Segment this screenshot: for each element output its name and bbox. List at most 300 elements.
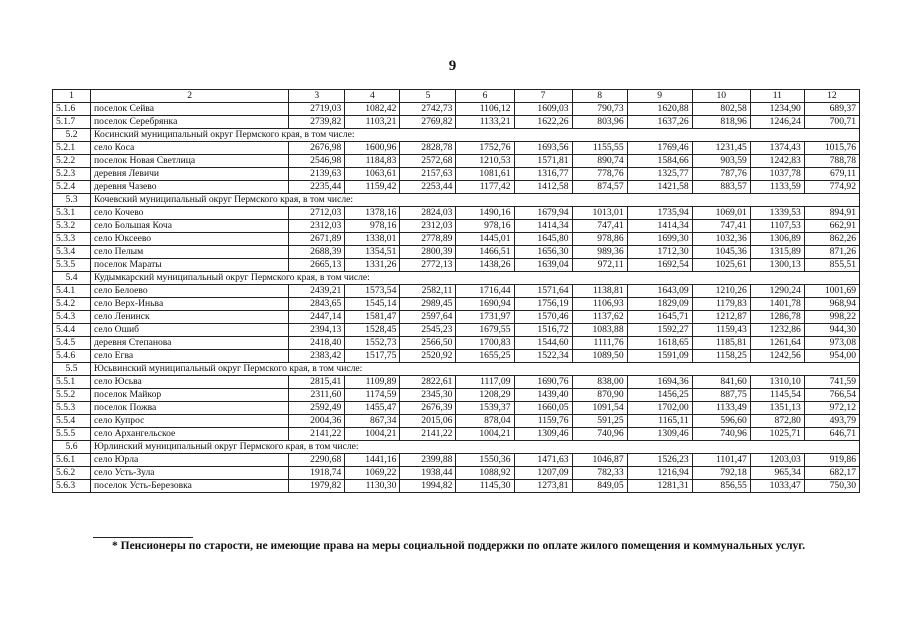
row-code: 5.5.4	[53, 415, 91, 428]
value-cell: 890,74	[572, 155, 627, 168]
table-row	[53, 181, 860, 194]
column-number-header: 9	[627, 90, 692, 103]
table-row	[53, 298, 860, 311]
value-cell: 1130,30	[345, 480, 400, 493]
section-title: Кудымкарский муниципальный округ Пермского края, в том числе:	[91, 272, 860, 285]
value-cell: 867,34	[345, 415, 400, 428]
value-cell: 1471,63	[514, 454, 572, 467]
value-cell: 1414,34	[627, 220, 692, 233]
value-cell: 1690,76	[514, 376, 572, 389]
value-cell: 1354,51	[345, 246, 400, 259]
value-cell: 2742,73	[400, 103, 456, 116]
value-cell: 689,37	[804, 103, 859, 116]
tariff-table	[52, 89, 860, 493]
row-code: 5.1.7	[53, 116, 91, 129]
value-cell: 662,91	[804, 220, 859, 233]
value-cell: 1692,54	[627, 259, 692, 272]
value-cell: 1639,04	[514, 259, 572, 272]
value-cell: 1571,64	[514, 285, 572, 298]
value-cell: 1516,72	[514, 324, 572, 337]
value-cell: 841,60	[692, 376, 750, 389]
row-code: 5.2.1	[53, 142, 91, 155]
table-header-row	[53, 90, 860, 103]
value-cell: 1374,43	[750, 142, 804, 155]
value-cell: 1177,42	[456, 181, 514, 194]
value-cell: 838,00	[572, 376, 627, 389]
value-cell: 998,22	[804, 311, 859, 324]
row-code: 5.3.1	[53, 207, 91, 220]
value-cell: 878,04	[456, 415, 514, 428]
settlement-name: деревня Чазево	[91, 181, 289, 194]
row-code: 5.4.6	[53, 350, 91, 363]
value-cell: 1281,31	[627, 480, 692, 493]
value-cell: 1490,16	[456, 207, 514, 220]
value-cell: 766,54	[804, 389, 859, 402]
section-title: Кочевский муниципальный округ Пермского края, в том числе:	[91, 194, 860, 207]
value-cell: 1622,26	[514, 116, 572, 129]
settlement-name: село Егва	[91, 350, 289, 363]
settlement-name: поселок Серебрянка	[91, 116, 289, 129]
value-cell: 1544,60	[514, 337, 572, 350]
value-cell: 1145,54	[750, 389, 804, 402]
value-cell: 740,96	[572, 428, 627, 441]
value-cell: 856,55	[692, 480, 750, 493]
value-cell: 2772,13	[400, 259, 456, 272]
section-row	[53, 363, 860, 376]
value-cell: 1290,24	[750, 285, 804, 298]
table-row	[53, 350, 860, 363]
value-cell: 1133,21	[456, 116, 514, 129]
value-cell: 782,33	[572, 467, 627, 480]
value-cell: 1137,62	[572, 311, 627, 324]
value-cell: 1207,09	[514, 467, 572, 480]
value-cell: 2157,63	[400, 168, 456, 181]
value-cell: 1101,47	[692, 454, 750, 467]
row-code: 5.4.2	[53, 298, 91, 311]
value-cell: 2235,44	[289, 181, 345, 194]
value-cell: 2582,11	[400, 285, 456, 298]
value-cell: 1339,53	[750, 207, 804, 220]
value-cell: 887,75	[692, 389, 750, 402]
value-cell: 1712,30	[627, 246, 692, 259]
value-cell: 2015,06	[400, 415, 456, 428]
value-cell: 1210,26	[692, 285, 750, 298]
value-cell: 741,59	[804, 376, 859, 389]
value-cell: 1032,36	[692, 233, 750, 246]
section-row	[53, 441, 860, 454]
value-cell: 1637,26	[627, 116, 692, 129]
value-cell: 2447,14	[289, 311, 345, 324]
value-cell: 1401,78	[750, 298, 804, 311]
row-code: 5.3.2	[53, 220, 91, 233]
value-cell: 1522,34	[514, 350, 572, 363]
table-row	[53, 220, 860, 233]
section-row	[53, 272, 860, 285]
value-cell: 1185,81	[692, 337, 750, 350]
table-row	[53, 116, 860, 129]
section-code: 5.4	[53, 272, 91, 285]
column-number-header: 12	[804, 90, 859, 103]
table-row	[53, 207, 860, 220]
value-cell: 2141,22	[400, 428, 456, 441]
value-cell: 2383,42	[289, 350, 345, 363]
value-cell: 1620,88	[627, 103, 692, 116]
value-cell: 871,26	[804, 246, 859, 259]
value-cell: 872,80	[750, 415, 804, 428]
settlement-name: село Большая Коча	[91, 220, 289, 233]
row-code: 5.6.1	[53, 454, 91, 467]
settlement-name: село Ошиб	[91, 324, 289, 337]
settlement-name: село Купрос	[91, 415, 289, 428]
value-cell: 1138,81	[572, 285, 627, 298]
value-cell: 1203,03	[750, 454, 804, 467]
value-cell: 1082,42	[345, 103, 400, 116]
value-cell: 1106,12	[456, 103, 514, 116]
value-cell: 1438,26	[456, 259, 514, 272]
value-cell: 1133,49	[692, 402, 750, 415]
value-cell: 2439,21	[289, 285, 345, 298]
value-cell: 2311,60	[289, 389, 345, 402]
settlement-name: поселок Майкор	[91, 389, 289, 402]
value-cell: 2688,39	[289, 246, 345, 259]
value-cell: 740,96	[692, 428, 750, 441]
value-cell: 1242,83	[750, 155, 804, 168]
value-cell: 1351,13	[750, 402, 804, 415]
table-row	[53, 155, 860, 168]
value-cell: 1618,65	[627, 337, 692, 350]
value-cell: 1261,64	[750, 337, 804, 350]
value-cell: 591,25	[572, 415, 627, 428]
value-cell: 493,79	[804, 415, 859, 428]
settlement-name: село Юксеево	[91, 233, 289, 246]
row-code: 5.3.5	[53, 259, 91, 272]
value-cell: 1025,71	[750, 428, 804, 441]
value-cell: 1938,44	[400, 467, 456, 480]
footnote-divider	[93, 537, 193, 538]
column-number-header: 6	[456, 90, 514, 103]
value-cell: 973,08	[804, 337, 859, 350]
value-cell: 2141,22	[289, 428, 345, 441]
value-cell: 1517,75	[345, 350, 400, 363]
section-title: Юрлинский муниципальный округ Пермского края, в том числе:	[91, 441, 860, 454]
value-cell: 2253,44	[400, 181, 456, 194]
value-cell: 2769,82	[400, 116, 456, 129]
value-cell: 1656,30	[514, 246, 572, 259]
row-code: 5.5.5	[53, 428, 91, 441]
section-title: Косинский муниципальный округ Пермского края, в том числе:	[91, 129, 860, 142]
value-cell: 778,76	[572, 168, 627, 181]
column-number-header: 5	[400, 90, 456, 103]
value-cell: 2676,39	[400, 402, 456, 415]
value-cell: 1309,46	[627, 428, 692, 441]
table-row	[53, 259, 860, 272]
value-cell: 2592,49	[289, 402, 345, 415]
value-cell: 1004,21	[345, 428, 400, 441]
value-cell: 1234,90	[750, 103, 804, 116]
column-number-header: 4	[345, 90, 400, 103]
value-cell: 1033,47	[750, 480, 804, 493]
row-code: 5.6.2	[53, 467, 91, 480]
value-cell: 2418,40	[289, 337, 345, 350]
row-code: 5.1.6	[53, 103, 91, 116]
value-cell: 1699,30	[627, 233, 692, 246]
value-cell: 682,17	[804, 467, 859, 480]
value-cell: 1829,09	[627, 298, 692, 311]
row-code: 5.5.2	[53, 389, 91, 402]
settlement-name: село Юрла	[91, 454, 289, 467]
value-cell: 2778,89	[400, 233, 456, 246]
settlement-name: поселок Мараты	[91, 259, 289, 272]
value-cell: 1591,09	[627, 350, 692, 363]
table-row	[53, 246, 860, 259]
value-cell: 1690,94	[456, 298, 514, 311]
value-cell: 1456,25	[627, 389, 692, 402]
value-cell: 1145,30	[456, 480, 514, 493]
table-row	[53, 480, 860, 493]
value-cell: 1679,94	[514, 207, 572, 220]
value-cell: 965,34	[750, 467, 804, 480]
settlement-name: село Коса	[91, 142, 289, 155]
value-cell: 968,94	[804, 298, 859, 311]
value-cell: 1111,76	[572, 337, 627, 350]
value-cell: 1756,19	[514, 298, 572, 311]
value-cell: 1441,16	[345, 454, 400, 467]
value-cell: 1212,87	[692, 311, 750, 324]
value-cell: 1210,53	[456, 155, 514, 168]
table-row	[53, 233, 860, 246]
value-cell: 1716,44	[456, 285, 514, 298]
value-cell: 1455,47	[345, 402, 400, 415]
value-cell: 2676,98	[289, 142, 345, 155]
value-cell: 1232,86	[750, 324, 804, 337]
value-cell: 1286,78	[750, 311, 804, 324]
value-cell: 2290,68	[289, 454, 345, 467]
value-cell: 1331,26	[345, 259, 400, 272]
settlement-name: село Верх-Иньва	[91, 298, 289, 311]
value-cell: 978,86	[572, 233, 627, 246]
value-cell: 1037,78	[750, 168, 804, 181]
value-cell: 1088,92	[456, 467, 514, 480]
section-title: Юсьвинский муниципальный округ Пермского края, в том числе:	[91, 363, 860, 376]
value-cell: 818,96	[692, 116, 750, 129]
value-cell: 1552,73	[345, 337, 400, 350]
table-row	[53, 168, 860, 181]
value-cell: 2800,39	[400, 246, 456, 259]
value-cell: 894,91	[804, 207, 859, 220]
value-cell: 1679,55	[456, 324, 514, 337]
value-cell: 1174,59	[345, 389, 400, 402]
table-row	[53, 103, 860, 116]
value-cell: 1573,54	[345, 285, 400, 298]
value-cell: 1545,14	[345, 298, 400, 311]
settlement-name: село Кочево	[91, 207, 289, 220]
value-cell: 870,90	[572, 389, 627, 402]
value-cell: 2546,98	[289, 155, 345, 168]
value-cell: 1643,09	[627, 285, 692, 298]
value-cell: 747,41	[572, 220, 627, 233]
value-cell: 1231,45	[692, 142, 750, 155]
value-cell: 787,76	[692, 168, 750, 181]
value-cell: 919,86	[804, 454, 859, 467]
value-cell: 1550,36	[456, 454, 514, 467]
value-cell: 1081,61	[456, 168, 514, 181]
value-cell: 1581,47	[345, 311, 400, 324]
settlement-name: село Юсьва	[91, 376, 289, 389]
settlement-name: поселок Сейва	[91, 103, 289, 116]
value-cell: 1013,01	[572, 207, 627, 220]
value-cell: 989,36	[572, 246, 627, 259]
value-cell: 2394,13	[289, 324, 345, 337]
value-cell: 1069,01	[692, 207, 750, 220]
value-cell: 2815,41	[289, 376, 345, 389]
table-row	[53, 454, 860, 467]
value-cell: 774,92	[804, 181, 859, 194]
value-cell: 802,58	[692, 103, 750, 116]
column-number-header: 10	[692, 90, 750, 103]
value-cell: 1694,36	[627, 376, 692, 389]
value-cell: 1004,21	[456, 428, 514, 441]
value-cell: 2345,30	[400, 389, 456, 402]
value-cell: 849,05	[572, 480, 627, 493]
row-code: 5.4.4	[53, 324, 91, 337]
value-cell: 1645,71	[627, 311, 692, 324]
table-row	[53, 389, 860, 402]
value-cell: 1246,24	[750, 116, 804, 129]
value-cell: 700,71	[804, 116, 859, 129]
value-cell: 679,11	[804, 168, 859, 181]
value-cell: 1918,74	[289, 467, 345, 480]
value-cell: 1310,10	[750, 376, 804, 389]
settlement-name: село Ленинск	[91, 311, 289, 324]
value-cell: 596,60	[692, 415, 750, 428]
settlement-name: село Белоево	[91, 285, 289, 298]
row-code: 5.4.3	[53, 311, 91, 324]
table-row	[53, 467, 860, 480]
page-number: 9	[448, 58, 457, 74]
column-number-header: 11	[750, 90, 804, 103]
value-cell: 1184,83	[345, 155, 400, 168]
value-cell: 1412,58	[514, 181, 572, 194]
value-cell: 1069,22	[345, 467, 400, 480]
value-cell: 2312,03	[289, 220, 345, 233]
value-cell: 1316,77	[514, 168, 572, 181]
value-cell: 978,16	[456, 220, 514, 233]
value-cell: 2004,36	[289, 415, 345, 428]
value-cell: 1208,29	[456, 389, 514, 402]
settlement-name: село Пелым	[91, 246, 289, 259]
row-code: 5.2.4	[53, 181, 91, 194]
column-number-header: 1	[53, 90, 91, 103]
value-cell: 2597,64	[400, 311, 456, 324]
value-cell: 2719,03	[289, 103, 345, 116]
value-cell: 2312,03	[400, 220, 456, 233]
value-cell: 747,41	[692, 220, 750, 233]
row-code: 5.3.3	[53, 233, 91, 246]
value-cell: 1165,11	[627, 415, 692, 428]
value-cell: 1300,13	[750, 259, 804, 272]
value-cell: 1109,89	[345, 376, 400, 389]
section-row	[53, 129, 860, 142]
value-cell: 792,18	[692, 467, 750, 480]
value-cell: 2520,92	[400, 350, 456, 363]
settlement-name: поселок Новая Светлица	[91, 155, 289, 168]
value-cell: 1325,77	[627, 168, 692, 181]
value-cell: 646,71	[804, 428, 859, 441]
column-number-header: 3	[289, 90, 345, 103]
value-cell: 944,30	[804, 324, 859, 337]
value-cell: 2572,68	[400, 155, 456, 168]
value-cell: 1309,46	[514, 428, 572, 441]
value-cell: 1570,46	[514, 311, 572, 324]
value-cell: 1571,81	[514, 155, 572, 168]
value-cell: 2989,45	[400, 298, 456, 311]
value-cell: 1103,21	[345, 116, 400, 129]
value-cell: 1155,55	[572, 142, 627, 155]
row-code: 5.4.1	[53, 285, 91, 298]
value-cell: 1421,58	[627, 181, 692, 194]
value-cell: 1091,54	[572, 402, 627, 415]
table-row	[53, 415, 860, 428]
table-row	[53, 311, 860, 324]
value-cell: 2712,03	[289, 207, 345, 220]
value-cell: 2828,78	[400, 142, 456, 155]
value-cell: 1045,36	[692, 246, 750, 259]
value-cell: 1063,61	[345, 168, 400, 181]
value-cell: 2739,82	[289, 116, 345, 129]
value-cell: 1609,03	[514, 103, 572, 116]
value-cell: 1159,76	[514, 415, 572, 428]
value-cell: 1702,00	[627, 402, 692, 415]
value-cell: 1539,37	[456, 402, 514, 415]
value-cell: 788,78	[804, 155, 859, 168]
value-cell: 2566,50	[400, 337, 456, 350]
value-cell: 1769,46	[627, 142, 692, 155]
row-code: 5.6.3	[53, 480, 91, 493]
section-code: 5.3	[53, 194, 91, 207]
section-code: 5.5	[53, 363, 91, 376]
row-code: 5.3.4	[53, 246, 91, 259]
value-cell: 1378,16	[345, 207, 400, 220]
value-cell: 1584,66	[627, 155, 692, 168]
column-number-header: 8	[572, 90, 627, 103]
value-cell: 972,12	[804, 402, 859, 415]
value-cell: 1106,93	[572, 298, 627, 311]
value-cell: 978,16	[345, 220, 400, 233]
value-cell: 2665,13	[289, 259, 345, 272]
settlement-name: деревня Степанова	[91, 337, 289, 350]
value-cell: 1600,96	[345, 142, 400, 155]
value-cell: 2671,89	[289, 233, 345, 246]
value-cell: 1089,50	[572, 350, 627, 363]
row-code: 5.4.5	[53, 337, 91, 350]
value-cell: 1158,25	[692, 350, 750, 363]
value-cell: 874,57	[572, 181, 627, 194]
value-cell: 1159,42	[345, 181, 400, 194]
value-cell: 1306,89	[750, 233, 804, 246]
value-cell: 750,30	[804, 480, 859, 493]
value-cell: 2545,23	[400, 324, 456, 337]
value-cell: 1592,27	[627, 324, 692, 337]
table-row	[53, 142, 860, 155]
value-cell: 1083,88	[572, 324, 627, 337]
value-cell: 1159,43	[692, 324, 750, 337]
value-cell: 972,11	[572, 259, 627, 272]
value-cell: 1273,81	[514, 480, 572, 493]
table-row	[53, 376, 860, 389]
value-cell: 1315,89	[750, 246, 804, 259]
value-cell: 1526,23	[627, 454, 692, 467]
value-cell: 1979,82	[289, 480, 345, 493]
